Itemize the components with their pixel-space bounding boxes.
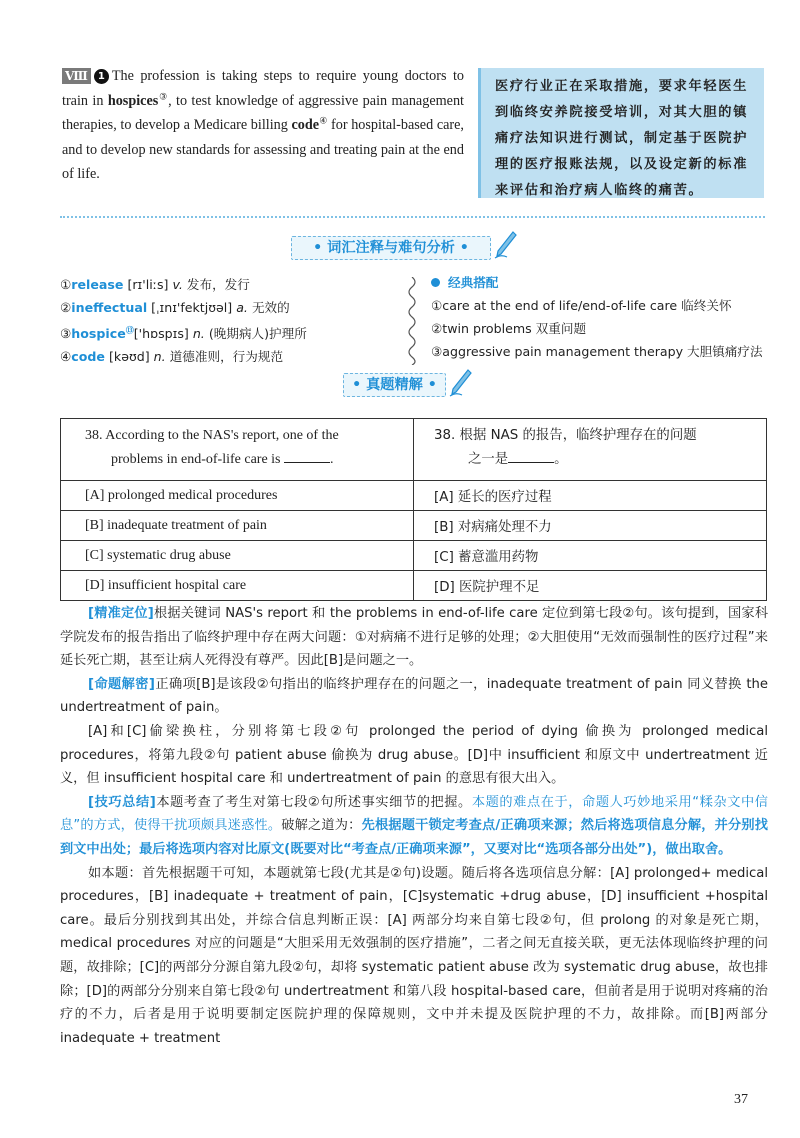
collocation-item: ②twin problems 双重问题 — [431, 321, 587, 336]
vocab-item — [60, 273, 400, 296]
option-zh: [B] 对病痛处理不力 — [414, 511, 767, 541]
vocab-meaning: (晚期病人)护理所 — [208, 326, 307, 342]
explanation-distractors: [A]和[C]偷梁换柱，分别将第七段②句 prolonged the period of dying 偷换为 prolonged medical procedures，将第九段②句 patient abuse 偷换为 drug abuse。[D]中 insufficient 和原文中 undertreatment 近义，但 insufficient hospital care 和 undertreatment of pain 的意思有很大出入。 — [60, 723, 768, 787]
collocation-item: ③aggressive pain management therapy 大胆镇痛疗法 — [431, 344, 763, 359]
spiral-divider — [405, 277, 419, 365]
collocation-title: 经典搭配 — [448, 275, 499, 290]
explanation-locate: [精准定位]根据关键词 NAS's report 和 the problems in end-of-life care 定位到第七段②句。该句提到，国家科学院发布的报告指出了临终护理中存在两大问题：①对病痛不进行足够的处理；②大胆使用“无效而强制性的医疗过程”来延长死亡期，甚至让病人死得没有尊严。因此[B]是问题之一。 — [60, 606, 769, 669]
option-en: [B] inadequate treatment of pain — [61, 511, 414, 541]
option-row — [61, 511, 767, 541]
vocab-meaning: 发布，发行 — [186, 277, 250, 292]
divider — [60, 216, 765, 218]
vocab-num: ④ — [60, 349, 72, 365]
explanation — [60, 602, 768, 1050]
question-en-line2: problems in end-of-life care is . — [111, 452, 334, 467]
vocab-pos: n. — [153, 349, 166, 365]
option-row — [61, 571, 767, 601]
question-en — [61, 419, 414, 481]
vocab-num: ① — [60, 277, 72, 292]
vocab-word: code — [71, 349, 105, 365]
answer-blank — [508, 450, 554, 463]
passage-text-2: , to test knowledge of aggressive pain management therapies, to develop a Medicare billing — [62, 92, 464, 134]
option-row — [61, 481, 767, 511]
question-zh-line2: 之一是 。 — [468, 452, 568, 467]
english-passage — [62, 64, 464, 187]
pen-icon — [448, 368, 472, 398]
answer-blank — [284, 450, 330, 463]
vocab-list — [60, 273, 400, 368]
answer-section-title: • 真题精解 • — [343, 373, 446, 397]
vocab-num: ② — [60, 300, 72, 315]
passage-text-3: for hospital-based care, and to develop new standards for assessing and treating pain at the end of life. — [62, 117, 464, 183]
option-zh: [A] 延长的医疗过程 — [414, 481, 767, 511]
keyword-hospices: hospices — [107, 92, 159, 109]
vocab-word: ineffectual — [71, 300, 148, 315]
translation-box: 医疗行业正在采取措施，要求年轻医生到临终安养院接受培训，对其大胆的镇痛疗法知识进行测试，制定基于医院护理的医疗报账法规，以及设定新的标准来评估和治疗病人临终的痛苦。 — [478, 68, 764, 198]
page-number: 37 — [734, 1092, 748, 1107]
question-en-line1: 38. According to the NAS's report, one of the — [85, 428, 339, 443]
footnote-mark-4: ④ — [319, 115, 328, 126]
vocab-item — [60, 319, 400, 345]
question-zh — [414, 419, 767, 481]
explanation-tips: [技巧总结]本题考查了考生对第七段②句所述事实细节的把握。本题的难点在于，命题人巧妙地采用“糅杂文中信息”的方式，使得干扰项颇具迷惑性。破解之道为：先根据题干锁定考查点/正确项来源；然后将选项信息分解，并分别找到文中出处；最后将选项内容对比原文(既要对比“考查点/正确项来源”，又要对比“选项各部分出处”)，做出取舍。 — [60, 794, 768, 857]
vocab-sup: ⑬ — [125, 326, 134, 335]
vocab-meaning: 无效的 — [251, 300, 290, 315]
explanation-decode: [命题解密]正确项[B]是该段②句指出的临终护理存在的问题之一，inadequate treatment of pain 同义替换 the undertreatment of pain。 — [60, 676, 768, 716]
vocab-pos: v. — [172, 277, 183, 292]
question-zh-line1: 38. 根据 NAS 的报告，临终护理存在的问题 — [434, 428, 697, 443]
option-en: [A] prolonged medical procedures — [61, 481, 414, 511]
vocab-word: hospice — [71, 326, 126, 342]
vocab-ipa: [kəʊd] — [109, 349, 150, 365]
option-row — [61, 541, 767, 571]
bullet-icon — [431, 278, 440, 287]
question-table — [60, 418, 767, 601]
option-zh: [C] 蓄意滥用药物 — [414, 541, 767, 571]
vocab-ipa: [rɪ'liːs] — [127, 277, 169, 292]
vocab-meaning: 道德准则，行为规范 — [169, 349, 284, 365]
pen-icon — [493, 230, 517, 260]
vocab-item — [60, 345, 400, 368]
sentence-number-circle: 1 — [94, 69, 109, 84]
collocation-heading — [431, 271, 771, 294]
collocation-item: ①care at the end of life/end-of-life care 临终关怀 — [431, 298, 732, 313]
keyword-code: code — [291, 117, 320, 134]
passage-text-1: The profession is taking steps to require young doctors to train in — [62, 68, 464, 109]
vocab-ipa: ['hɒspɪs] — [133, 326, 189, 342]
vocab-word: release — [71, 277, 124, 292]
vocab-section-title: • 词汇注释与难句分析 • — [291, 236, 491, 260]
vocab-ipa: [ˌɪnɪ'fektjʊəl] — [151, 300, 233, 315]
vocab-pos: n. — [192, 326, 205, 342]
section-number-badge: Ⅷ — [62, 68, 91, 84]
vocab-pos: a. — [236, 300, 248, 315]
option-en: [D] insufficient hospital care — [61, 571, 414, 601]
explanation-example: 如本题：首先根据题干可知，本题就第七段(尤其是②句)设题。随后将各选项信息分解：[A] prolonged+ medical procedures，[B] inadequate + treatment of pain，[C]systematic +drug abuse，[D] insufficient +hospital care。最后分别找到其出处，并综合信息判断正误：[A] 两部分均来自第七段②句，但 prolong 的对象是死亡期，medical procedures 对应的问题是“大胆采用无效强制的医疗措施”，二者之间无直接关联，更无法体现临终护理的问题，故排除；[C]的两部分分源自第九段②句，却将 systematic patient abuse 改为 systematic drug abuse，故也排除；[D]的两部分分别来自第七段②句 undertreatment 和第八段 hospital-based care，但前者是用于说明对疼痛的治疗的不力，后者是用于说明要制定医院护理的保障规则，文中并未提及医院护理的不力，故排除。而[B]两部分 inadequate + treatment — [60, 865, 768, 1046]
footnote-mark-3: ③ — [158, 90, 169, 101]
vocab-num: ③ — [60, 326, 72, 342]
question-row — [61, 419, 767, 481]
collocation-list — [431, 271, 771, 363]
option-zh: [D] 医院护理不足 — [414, 571, 767, 601]
option-en: [C] systematic drug abuse — [61, 541, 414, 571]
vocab-item — [60, 296, 400, 319]
